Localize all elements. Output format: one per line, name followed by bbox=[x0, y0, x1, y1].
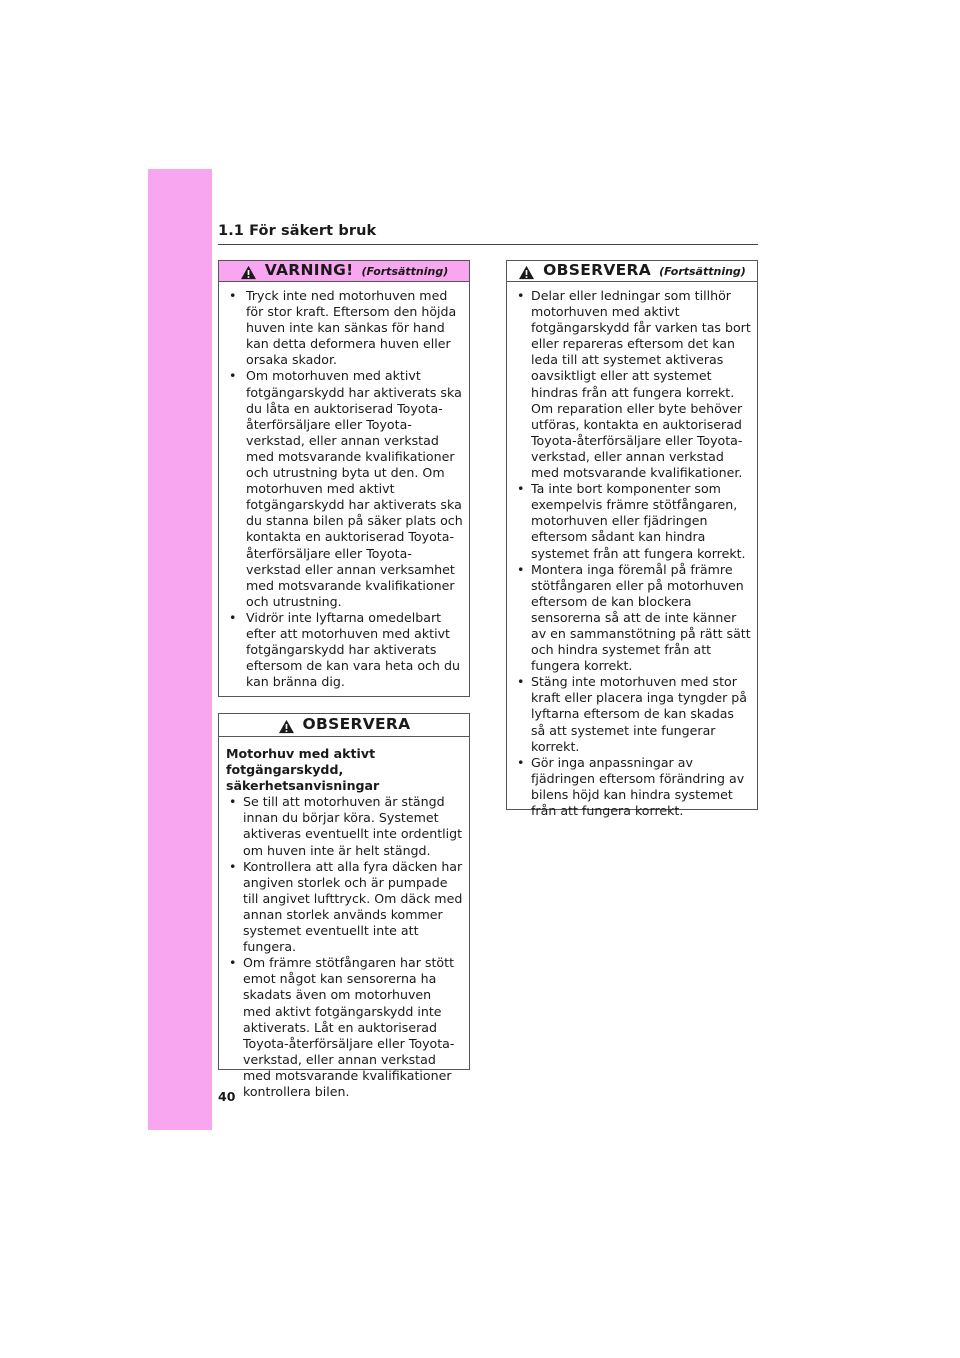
section-title: 1.1 För säkert bruk bbox=[218, 223, 377, 239]
list-item: • Montera inga föremål på främre stötfångaren eller på motorhuven eftersom de kan blockera sensorerna så att de inte känner av en sammanstötning på rätt sätt och hindra systemet från att fungera korrekt. bbox=[514, 562, 751, 675]
notice-box-right bbox=[506, 260, 758, 818]
notice-box-right-body bbox=[507, 282, 757, 827]
warning-box bbox=[218, 260, 470, 697]
notice-box-right-title: OBSERVERA bbox=[543, 261, 652, 280]
chapter-side-tab bbox=[148, 169, 212, 1130]
list-item: • Se till att motorhuven är stängd innan du börjar köra. Systemet aktiveras eventuellt inte ordentligt om huven inte är helt stängd. bbox=[226, 794, 463, 858]
warning-box-title: VARNING! bbox=[264, 261, 354, 280]
warning-triangle-icon bbox=[278, 716, 295, 735]
list-item: • Vidrör inte lyftarna omedelbart efter att motorhuven med aktivt fotgängarskydd har aktiverats eftersom de kan vara heta och du kan bränna dig. bbox=[226, 610, 463, 690]
list-item: • Gör inga anpassningar av fjädringen eftersom förändring av bilens höjd kan hindra systemet från att fungera korrekt. bbox=[514, 755, 751, 819]
warning-box-subtitle: (Fortsättning) bbox=[361, 264, 449, 278]
notice-right-list bbox=[514, 288, 751, 819]
list-item: • Stäng inte motorhuven med stor kraft eller placera inga tyngder på lyftarna eftersom de kan skadas så att systemet inte fungerar korrekt. bbox=[514, 674, 751, 754]
list-item: • Tryck inte ned motorhuven med för stor kraft. Eftersom den höjda huven inte kan sänkas för hand kan detta deformera huven eller orsaka skador. bbox=[226, 288, 463, 368]
section-divider bbox=[218, 244, 758, 245]
list-item: • Kontrollera att alla fyra däcken har angiven storlek och är pumpade till angivet lufttryck. Om däck med annan storlek används kommer systemet eventuellt inte att fungera. bbox=[226, 859, 463, 956]
notice-box-right-subtitle: (Fortsättning) bbox=[659, 264, 746, 278]
warning-box-body bbox=[219, 282, 469, 698]
notice-left-list bbox=[226, 794, 463, 1100]
notice-box-left-title: OBSERVERA bbox=[302, 715, 411, 734]
warning-box-header bbox=[219, 261, 469, 282]
notice-heading: Motorhuv med aktivt fotgängarskydd, säkerhetsanvisningar bbox=[226, 746, 380, 794]
notice-box-right-header bbox=[507, 261, 757, 282]
notice-box-left-body bbox=[219, 737, 469, 1108]
warning-triangle-icon bbox=[240, 262, 257, 281]
notice-box-left-header bbox=[219, 714, 469, 737]
list-item: • Delar eller ledningar som tillhör motorhuven med aktivt fotgängarskydd får varken tas bort eller repareras eftersom det kan leda till att systemet aktiveras oavsiktligt eller att systemet hindras från att fungera korrekt. Om reparation eller byte behöver utföras, kontakta en auktoriserad Toyota-återförsäljare eller Toyota-verkstad, eller annan verkstad med motsvarande kvalifikationer. bbox=[514, 288, 751, 481]
list-item: • Om motorhuven med aktivt fotgängarskydd har aktiverats ska du låta en auktoriserad Toyota-återförsäljare eller Toyota-verkstad, eller annan verkstad med motsvarande kvalifikationer och utrustning byta ut den. Om motorhuven med aktivt fotgängarskydd har aktiverats ska du stanna bilen på säker plats och kontakta en auktoriserad Toyota-återförsäljare eller Toyota-verkstad eller annan verksamhet med motsvarande kvalifikationer och utrustning. bbox=[226, 368, 463, 609]
warning-triangle-icon bbox=[518, 262, 535, 281]
page-number: 40 bbox=[218, 1089, 236, 1104]
list-item: • Ta inte bort komponenter som exempelvis främre stötfångaren, motorhuven eller fjädringen eftersom sådant kan hindra systemet från att fungera korrekt. bbox=[514, 481, 751, 561]
warning-list bbox=[226, 288, 463, 690]
list-item: • Om främre stötfångaren har stött emot något kan sensorerna ha skadats även om motorhuven med aktivt fotgängarskydd inte aktiverats. Låt en auktoriserad Toyota-återförsäljare eller Toyota-verkstad, eller annan verkstad med motsvarande kvalifikationer kontrollera bilen. bbox=[226, 955, 463, 1100]
